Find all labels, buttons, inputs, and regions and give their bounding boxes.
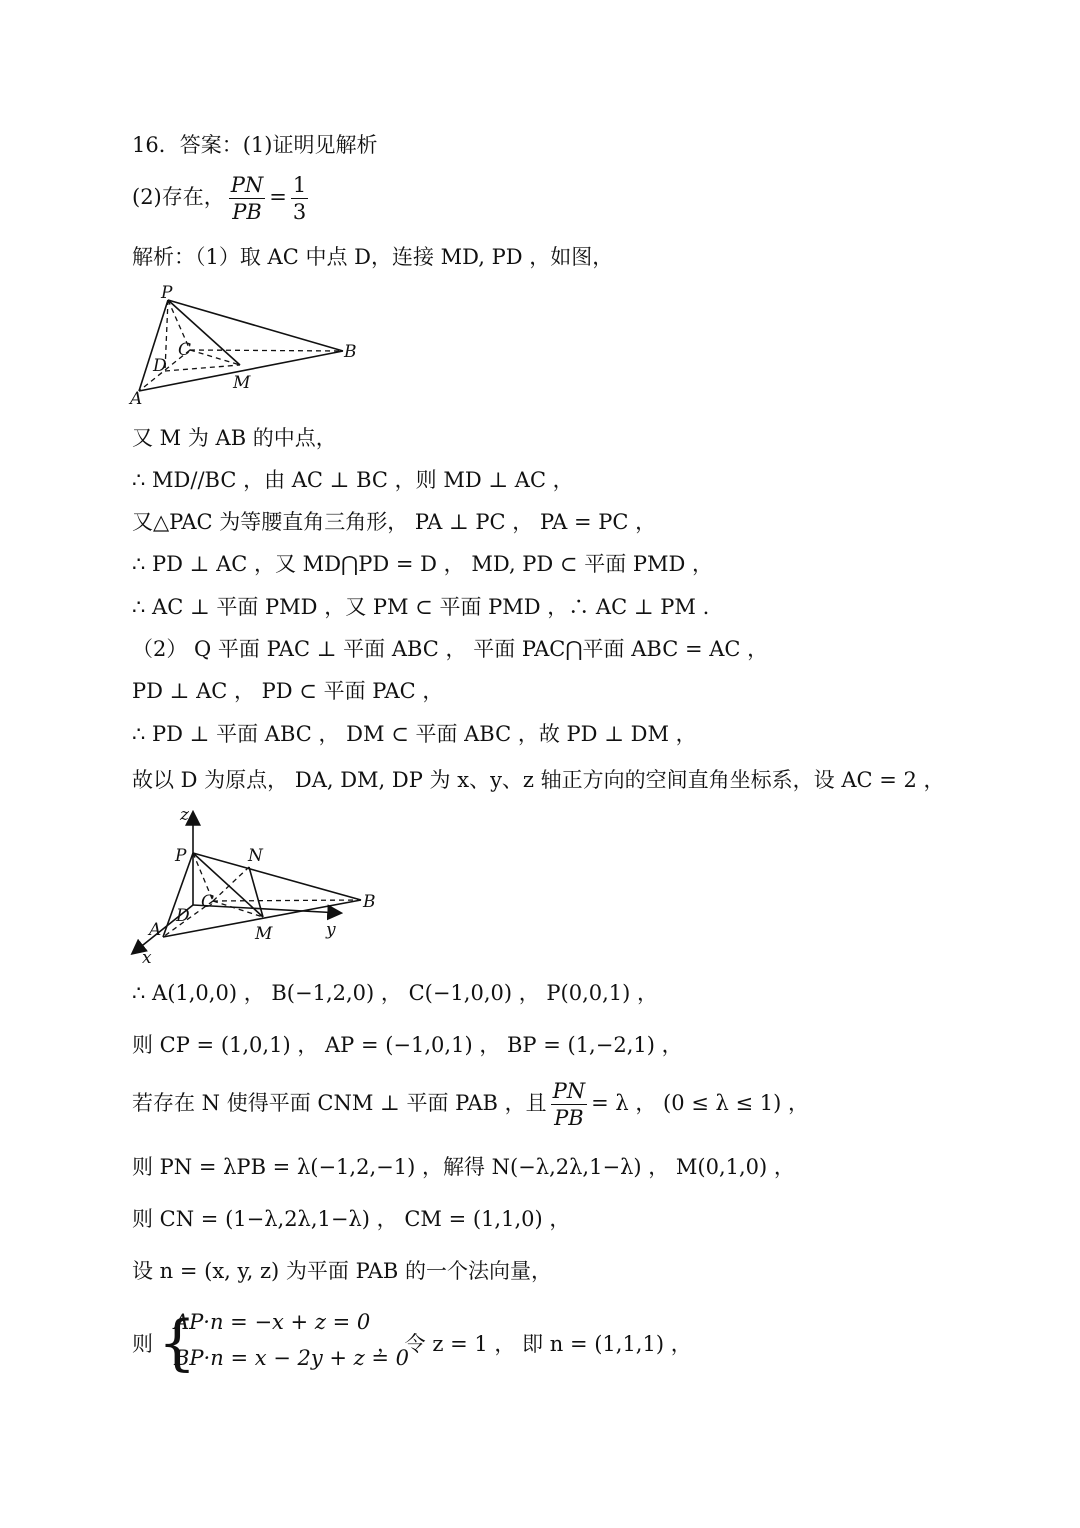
edge-CB: [190, 350, 343, 351]
label-z: z: [180, 805, 189, 825]
equals-sign: =: [269, 185, 287, 209]
lambda-denominator: PB: [554, 1106, 584, 1130]
value-fraction: [291, 172, 308, 225]
system-tail: ， 令 z = 1 ， 即 n = (1,1,1) ，: [377, 1332, 692, 1356]
edge-NM: [249, 867, 263, 917]
answer-heading: 16．答案：(1)证明见解析: [132, 133, 378, 157]
solution-line-17: 则 CN = (1−λ,2λ,1−λ) ， CM = (1,1,0) ，: [132, 1207, 571, 1231]
solution-line-10: PD ⊥ AC ， PD ⊂ 平面 PAC ，: [132, 679, 444, 703]
value-numerator: 1: [292, 173, 307, 197]
fraction-denominator: PB: [232, 200, 262, 224]
edge-CN: [213, 867, 249, 901]
label-D: D: [153, 356, 167, 376]
part2-prefix: (2)存在，: [132, 185, 225, 209]
label-M: M: [233, 373, 251, 393]
label-y: y: [326, 920, 336, 940]
pyramid-figure: [125, 283, 365, 408]
edge-PA: [139, 300, 168, 391]
y-axis: [193, 905, 340, 913]
solution-line-7: ∴ PD ⊥ AC ，又 MD⋂PD = D ， MD, PD ⊂ 平面 PMD ，: [132, 552, 714, 576]
label-C: C: [201, 892, 215, 912]
solution-line-15: [132, 1078, 809, 1131]
system-brace: {: [158, 1308, 197, 1378]
solution-line-18: 设 n = (x, y, z) 为平面 PAB 的一个法向量，: [132, 1259, 553, 1283]
solution-line-4: 又 M 为 AB 的中点，: [132, 426, 337, 450]
ratio-fraction: [229, 172, 266, 225]
line15-prefix: 若存在 N 使得平面 CNM ⊥ 平面 PAB ，且: [132, 1091, 547, 1115]
edge-PB: [168, 300, 343, 351]
edge-CB: [213, 900, 361, 901]
solution-line-9: （2） Q 平面 PAC ⊥ 平面 ABC ， 平面 PAC⋂平面 ABC = AC ，: [132, 637, 769, 661]
coordinate-figure: [125, 805, 390, 970]
solution-line-6: 又△PAC 为等腰直角三角形， PA ⊥ PC ， PA = PC ，: [132, 510, 657, 534]
lambda-numerator: PN: [552, 1079, 586, 1103]
solution-line-16: 则 PN = λPB = λ(−1,2,−1) ，解得 N(−λ,2λ,1−λ) ， M(0,1,0) ，: [132, 1155, 795, 1179]
solution-line-13: ∴ A(1,0,0) ， B(−1,2,0) ， C(−1,0,0) ， P(0,0,1) ，: [132, 981, 659, 1005]
solution-line-12: 故以 D 为原点， DA, DM, DP 为 x、y、z 轴正方向的空间直角坐标系，设 AC = 2 ，: [132, 768, 945, 792]
label-N: N: [248, 846, 263, 866]
line15-suffix: = λ ， (0 ≤ λ ≤ 1) ，: [591, 1091, 810, 1115]
label-B: B: [363, 892, 376, 912]
label-P: P: [161, 283, 173, 303]
label-B: B: [344, 342, 357, 362]
lambda-fraction: [551, 1078, 588, 1131]
value-denominator: 3: [292, 200, 307, 224]
label-A: A: [149, 920, 162, 940]
solution-line-14: 则 CP = (1,0,1) ， AP = (−1,0,1) ， BP = (1,−2,1) ，: [132, 1033, 683, 1057]
answer-part2: [132, 172, 312, 225]
solution-intro: 解析：（1）取 AC 中点 D，连接 MD, PD ，如图，: [132, 245, 614, 269]
label-x: x: [142, 948, 152, 968]
edge-DM: [165, 365, 240, 371]
solution-line-8: ∴ AC ⊥ 平面 PMD ，又 PM ⊂ 平面 PMD ，∴ AC ⊥ PM .: [132, 595, 710, 619]
system-lead: 则: [132, 1332, 153, 1356]
label-C: C: [178, 340, 192, 360]
solution-line-11: ∴ PD ⊥ 平面 ABC ， DM ⊂ 平面 ABC ，故 PD ⊥ DM ，: [132, 722, 697, 746]
solution-line-5: ∴ MD//BC ，由 AC ⊥ BC ，则 MD ⊥ AC ，: [132, 468, 574, 492]
system-equation-2: BP·n = x − 2y + z = 0: [174, 1346, 410, 1370]
fraction-numerator: PN: [230, 173, 264, 197]
label-D: D: [176, 906, 190, 926]
label-A: A: [130, 389, 143, 408]
system-equation-1: AP·n = −x + z = 0: [174, 1310, 371, 1334]
label-M: M: [255, 924, 273, 944]
label-P: P: [175, 846, 187, 866]
